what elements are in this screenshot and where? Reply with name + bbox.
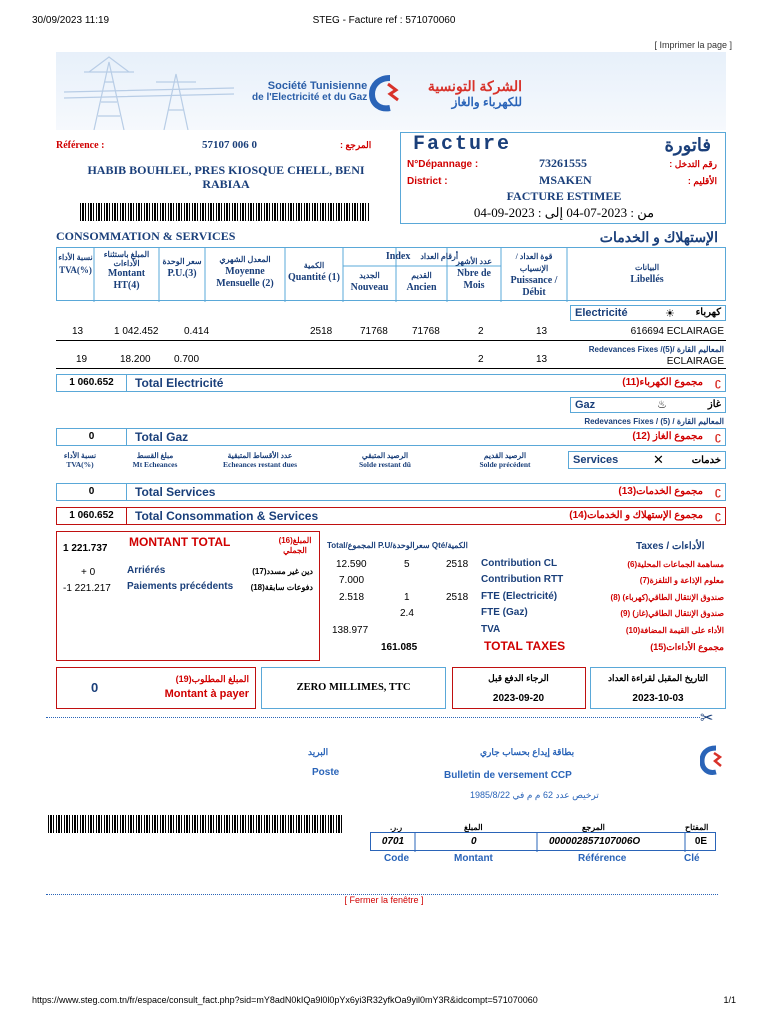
total-gaz-label: Total Gaz (135, 430, 189, 444)
th-libelles: Libellés (630, 274, 664, 285)
total-gaz-bar (56, 428, 726, 446)
steg-mini-logo-icon: ʗ (714, 486, 721, 498)
th-nouveau-ar: الجديد (359, 271, 380, 280)
th-puissance-ar: قوة العداد / الإنسياب (515, 252, 553, 273)
total-conso-label: Total Consommation & Services (135, 509, 319, 523)
amount-in-words-box (261, 667, 446, 709)
page-count: 1/1 (723, 995, 736, 1005)
total-conso-bar (56, 507, 726, 525)
services-label-box (568, 451, 726, 469)
next-reading-box (590, 667, 726, 709)
print-datetime: 30/09/2023 11:19 (32, 15, 110, 26)
tax-row3-total: 2.518 (339, 592, 365, 603)
steg-mini-logo-icon: ʗ (714, 377, 721, 389)
tax-row2-ar: معلوم الإذاعة و التلفزة(7) (639, 576, 724, 585)
tax-row3-ar: صندوق الإنتقال الطاقي(كهرباء) (8) (610, 593, 724, 602)
ccp-reference-ar: المرجع (582, 823, 605, 832)
company-name-ar-1: الشركة التونسية (427, 78, 522, 94)
bulletin-authorization: ترخيص عدد 62 م م في 1985/8/22 (470, 790, 599, 800)
client-name-line2: RABIAA (202, 177, 250, 191)
poste-label: Poste (312, 767, 340, 778)
arrieres-value: + 0 (81, 567, 96, 578)
th-moyenne: Moyenne Mensuelle (2) (216, 266, 274, 289)
paiements-value: -1 221.217 (63, 583, 111, 594)
ccp-fields-box (370, 832, 716, 851)
company-name-fr-1: Société Tunisienne (267, 80, 368, 92)
poste-label-ar: البريد (308, 747, 329, 757)
svc-th-echeance: Mt Echeances (132, 460, 178, 469)
total-electricite-label-ar: مجموع الكهرباء(11) (622, 377, 703, 388)
th-moyenne-ar: المعدل الشهري (219, 255, 271, 264)
tax-row1-pu: 5 (404, 559, 410, 570)
facture-box (400, 132, 726, 224)
tax-row2-total: 7.000 (339, 575, 365, 586)
company-name-fr-2: de l'Electricité et du Gaz (252, 92, 368, 103)
facture-title-ar: فاتورة (664, 135, 711, 155)
elec-row2-tva: 19 (76, 354, 88, 365)
tax-row4-ar: صندوق الإنتقال الطاقي(غاز) (9) (620, 609, 724, 618)
gaz-label: Gaz (575, 399, 596, 411)
flame-icon: ♨ (657, 399, 667, 411)
elec-row2-pu: 0.700 (174, 354, 200, 365)
ccp-code-ar: ر.ر. (390, 823, 403, 832)
electricite-label: Electricité (575, 307, 628, 319)
montant-a-payer-value: 0 (91, 680, 99, 695)
svc-th-restant-ar: عدد الأقساط المتبقية (227, 451, 293, 460)
company-name-ar-2: للكهرباء والغاز (451, 95, 522, 109)
elec-redevances-label: Redevances Fixes /(5)/ المعاليم القارة (588, 345, 724, 354)
consommation-title-ar: الإستهلاك و الخدمات (599, 229, 718, 245)
tax-row2-label: Contribution RTT (481, 574, 564, 585)
steg-logo-icon (368, 72, 402, 112)
ccp-reference-label: Référence (578, 853, 627, 864)
th-quantite-ar: الكمية (303, 261, 325, 270)
taxes-header-cols: Total/المجموع P.U/سعرالوحدة Qté/الكمية (327, 541, 468, 550)
ccp-montant-value: 0 (471, 836, 477, 847)
elec-row1-mois: 2 (478, 326, 484, 337)
ccp-cle-ar: المفتاح (685, 823, 709, 832)
total-gaz-value: 0 (57, 429, 127, 445)
tax-row1-total: 12.590 (336, 559, 367, 570)
ccp-barcode (48, 815, 344, 833)
elec-row2-puissance: 13 (536, 354, 548, 365)
elec-row1-montant: 1 042.452 (114, 326, 159, 337)
svc-th-solde-ar: الرصيد المتبقي (361, 451, 409, 460)
th-nouveau: Nouveau (350, 282, 389, 293)
arrieres-label: Arriérés (127, 565, 166, 576)
th-index-ar: أرقام العداد (420, 252, 459, 261)
total-services-label-ar: مجموع الخدمات(13) (618, 486, 703, 497)
tax-row3-pu: 1 (404, 592, 410, 603)
print-page-link[interactable]: [ Imprimer la page ] (654, 40, 732, 50)
svc-th-tva-ar: نسبة الأداء (63, 451, 97, 460)
facture-title-fr: Facture (413, 133, 512, 156)
services-label: Services (573, 454, 619, 466)
ccp-cle-value: 0E (694, 836, 708, 847)
tax-row1-qte: 2518 (446, 559, 469, 570)
th-libelles-ar: البيانات (634, 263, 660, 272)
elec-row2-mois: 2 (478, 354, 484, 365)
total-electricite-bar (56, 374, 726, 392)
invoice-barcode (80, 203, 370, 221)
th-mois: Nbre de Mois (457, 268, 491, 291)
elec-row1-nouveau: 71768 (360, 326, 388, 337)
ccp-code-label: Code (384, 853, 409, 864)
ccp-montant-ar: المبلغ (464, 823, 483, 832)
total-services-value: 0 (57, 484, 127, 500)
paiements-label-ar: دفوعات سابقة(18) (250, 583, 313, 592)
svc-th-precedent: Solde précédent (479, 460, 531, 469)
page-url: https://www.steg.com.tn/fr/espace/consult_fact.php?sid=mY8adN0kIQa9l0l0pYx6yi3R32yfkOa9yil0mY3R&idcompt=571070060 (32, 995, 538, 1005)
total-conso-value: 1 060.652 (57, 508, 127, 524)
ccp-montant-label: Montant (454, 853, 493, 864)
total-electricite-value: 1 060.652 (57, 375, 127, 391)
steg-mini-logo-icon: ʗ (714, 431, 721, 443)
montant-total-label: MONTANT TOTAL (129, 535, 231, 549)
amount-in-words: ZERO MILLIMES, TTC (296, 682, 411, 693)
pylon-illustration (64, 52, 234, 130)
svc-th-restant: Echeances restant dues (222, 460, 298, 469)
montant-total-box (56, 531, 320, 661)
svc-th-echeance-ar: مبلغ القسط (136, 451, 174, 460)
th-index: Index (385, 251, 411, 262)
due-date-box (452, 667, 586, 709)
elec-row1-tva: 13 (72, 326, 84, 337)
tax-row5-total: 138.977 (332, 625, 369, 636)
electricite-label-ar: كهرباء (695, 307, 721, 318)
taxes-header: Taxes / الأداءات (636, 541, 705, 552)
th-tva: TVA(%) (59, 265, 92, 275)
depannage-label: N°Dépannage : (407, 159, 479, 170)
gaz-label-ar: غاز (707, 399, 721, 410)
next-reading-value: 2023-10-03 (632, 693, 684, 704)
consommation-title: CONSOMMATION & SERVICES (56, 229, 236, 243)
montant-a-payer-label: Montant à payer (164, 688, 249, 700)
district-label: District : (407, 176, 448, 187)
elec-row1-ancien: 71768 (412, 326, 440, 337)
tax-row1-label: Contribution CL (481, 558, 558, 569)
total-services-bar (56, 483, 726, 501)
tools-icon: ✕ (653, 452, 664, 467)
montant-total-label-ar: المبلغ(16) الجملي (278, 536, 312, 555)
paiements-label: Paiements précédents (127, 581, 234, 592)
th-ancien: Ancien (406, 282, 437, 293)
arrieres-label-ar: دين غير مسدد(17) (252, 567, 313, 576)
ccp-cle-label: Clé (684, 853, 700, 864)
th-montant: Montant HT(4) (107, 268, 146, 291)
due-date-label-ar: الرجاء الدفع قبل (488, 673, 549, 683)
tax-row1-ar: مساهمة الجماعات المحلية(6) (627, 560, 724, 569)
facture-period: من : 2023-07-04 إلى : 2023-09-04 (473, 205, 655, 220)
total-services-label: Total Services (135, 485, 216, 499)
elec-row1-quantite: 2518 (310, 326, 333, 337)
total-electricite-label: Total Electricité (135, 376, 224, 390)
elec-row2-montant: 18.200 (120, 354, 151, 365)
total-conso-label-ar: مجموع الإستهلاك و الخدمات(14) (569, 510, 703, 521)
close-window-link[interactable]: [ Fermer la fenêtre ] (344, 895, 424, 905)
reference-label-ar: المرجع : (340, 140, 372, 150)
services-label-ar: خدمات (691, 455, 721, 466)
svc-th-solde: Solde restant dû (359, 460, 411, 469)
gaz-redevances-label: Redevances Fixes / (5) / المعاليم القارة (584, 417, 724, 426)
ccp-code-value: 0701 (381, 836, 405, 847)
th-tva-ar: نسبة الأداء (58, 253, 93, 262)
client-name-line1: HABIB BOUHLEL, PRES KIOSQUE CHELL, BENI (87, 163, 365, 177)
taxes-grand-label-ar: مجموع الأداءات(15) (650, 642, 724, 652)
scissors-icon: ✂ (700, 710, 714, 727)
taxes-grand-total: 161.085 (381, 642, 418, 653)
total-gaz-label-ar: مجموع الغاز (12) (632, 431, 703, 442)
svc-th-precedent-ar: الرصيد القديم (483, 451, 527, 460)
elec-row1-pu: 0.414 (184, 326, 210, 337)
steg-logo-icon (700, 744, 722, 776)
bulletin-label: Bulletin de versement CCP (444, 770, 572, 781)
reference-value: 57107 006 0 (202, 139, 257, 151)
montant-a-payer-box (56, 667, 256, 709)
montant-total-value: 1 221.737 (63, 543, 108, 554)
elec-row1-puissance: 13 (536, 326, 548, 337)
tax-row3-qte: 2518 (446, 592, 469, 603)
gaz-label-box (570, 397, 726, 413)
th-puissance: Puissance / Débit (510, 275, 558, 298)
next-reading-label-ar: التاريخ المقبل لقراءة العداد (608, 673, 708, 683)
th-mois-ar: عدد الأشهر (455, 257, 493, 266)
ccp-reference-value: 000002857107006O (549, 836, 641, 847)
tax-row4-pu: 2.4 (400, 608, 414, 619)
th-pu: P.U.(3) (167, 268, 197, 279)
tax-row5-label: TVA (481, 624, 501, 635)
reference-label: Référence : (56, 140, 105, 151)
bulb-icon: ☀ (665, 308, 675, 320)
district-value: MSAKEN (539, 173, 592, 187)
depannage-label-ar: رقم التدخل : (669, 159, 717, 169)
elec-row1-libelle: 616694 ECLAIRAGE (630, 326, 724, 337)
district-label-ar: الأقليم : (687, 176, 717, 186)
bulletin-label-ar: بطاقة إيداع بحساب جاري (480, 747, 575, 757)
th-ancien-ar: القديم (411, 271, 432, 280)
svc-th-tva: TVA(%) (66, 460, 94, 469)
consumption-table-header (56, 247, 726, 301)
electricite-label-box (570, 305, 726, 321)
facture-type: FACTURE ESTIMEE (506, 189, 622, 203)
tax-row4-label: FTE (Gaz) (481, 607, 528, 618)
document-title: STEG - Facture ref : 571070060 (312, 15, 456, 26)
depannage-value: 73261555 (539, 156, 587, 170)
tax-row5-ar: الأداء على القيمة المضافة(10) (625, 626, 724, 635)
montant-a-payer-label-ar: المبلغ المطلوب(19) (175, 674, 249, 684)
steg-mini-logo-icon: ʗ (714, 510, 721, 522)
header-banner (56, 52, 726, 130)
due-date-value: 2023-09-20 (492, 693, 545, 704)
elec-row2-libelle: ECLAIRAGE (666, 356, 724, 367)
th-pu-ar: سعر الوحدة (162, 257, 202, 266)
th-montant-ar: المبلغ باستثناء الأداءات (103, 250, 150, 268)
th-quantite: Quantité (1) (288, 272, 340, 283)
taxes-grand-label: TOTAL TAXES (484, 639, 566, 653)
tax-row3-label: FTE (Electricité) (481, 591, 558, 602)
